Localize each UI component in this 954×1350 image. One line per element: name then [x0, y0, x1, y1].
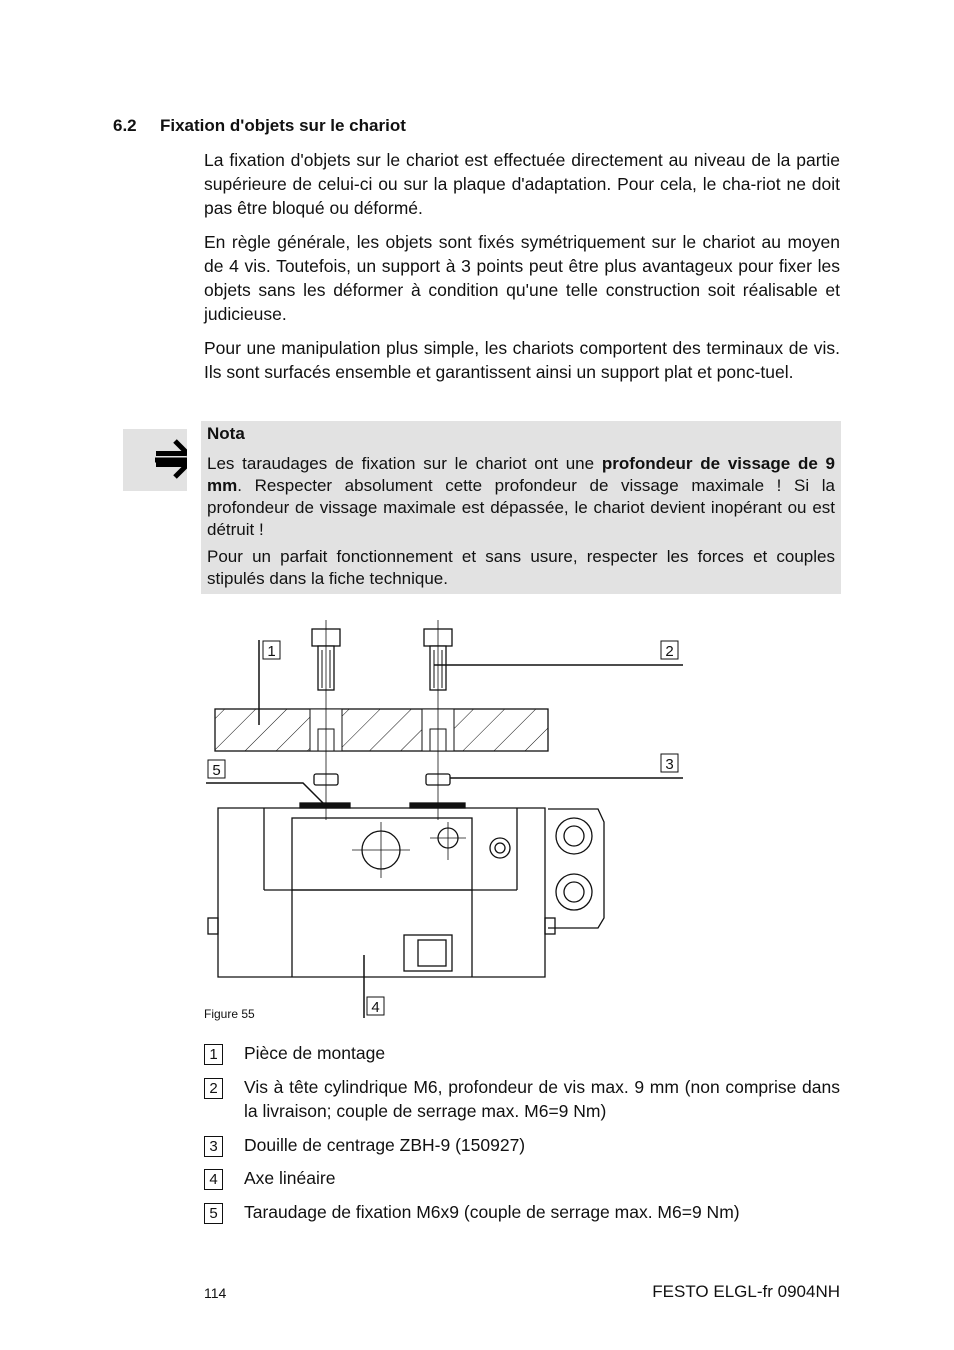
- figure-caption: Figure 55: [204, 1007, 255, 1021]
- note-paragraph-1: [207, 453, 835, 541]
- paragraph-3: Pour une manipulation plus simple, les chariots comportent des terminaux de vis. Ils sont surfacés ensemble et garantissent ainsi un support plat et ponc-tuel.: [204, 338, 840, 382]
- centering-sleeves: [314, 774, 450, 785]
- note-text: . Respecter absolument cette profondeur de vissage maximale ! Si la profondeur de vissage maximale est dépassée, le chariot devient inopérant ou est détruit !: [207, 476, 835, 539]
- legend-number: 2: [204, 1078, 223, 1099]
- note-title: Nota: [207, 424, 245, 443]
- mounting-diagram: [195, 620, 695, 1025]
- paragraph-1: La fixation d'objets sur le chariot est effectuée directement au niveau de la partie supérieure de celui-ci ou sur la plaque d'adaptation. Pour cela, le cha-riot ne doit pas être bloqué ou déformé.: [204, 150, 840, 218]
- arrow-right-icon: [123, 429, 187, 491]
- legend-text: Taraudage de fixation M6x9 (couple de serrage max. M6=9 Nm): [244, 1202, 740, 1222]
- note-emphasis: profondeur de vissage de 9 mm: [207, 454, 835, 495]
- legend-text: Vis à tête cylindrique M6, profondeur de vis max. 9 mm (non comprise dans la livraison; couple de serrage max. M6=9 Nm): [244, 1077, 840, 1121]
- note-text: Les taraudages de fixation sur le chariot ont une: [207, 454, 602, 473]
- mounting-plate: [215, 709, 548, 751]
- callout-2: 2: [665, 643, 674, 660]
- legend-item: [204, 1041, 840, 1065]
- note-paragraph-2: Pour un parfait fonctionnement et sans usure, respecter les forces et couples stipulés dans la fiche technique.: [207, 547, 835, 588]
- note-icon-panel: [123, 429, 187, 491]
- paragraph-2: En règle générale, les objets sont fixés symétriquement sur le chariot au moyen de 4 vis. Toutefois, un support à 3 points peut être plus avantageux pour fixer les objets sans les déformer à condition qu'une telle construction soit réalisable et judicieuse.: [204, 232, 840, 324]
- document-id: FESTO ELGL-fr 0904NH: [652, 1282, 840, 1301]
- legend-item: [204, 1133, 840, 1157]
- note-content: [207, 421, 835, 590]
- callout-4: 4: [371, 999, 380, 1016]
- page-number: 114: [204, 1285, 227, 1301]
- legend-text: Pièce de montage: [244, 1043, 386, 1063]
- legend-text: Douille de centrage ZBH-9 (150927): [244, 1135, 526, 1155]
- legend-item: [204, 1200, 840, 1224]
- legend-number: 1: [204, 1044, 223, 1065]
- callout-labels: [208, 641, 678, 1016]
- legend-item: [204, 1075, 840, 1123]
- legend-text: Axe linéaire: [244, 1168, 336, 1188]
- legend-number: 5: [204, 1203, 223, 1224]
- callout-3: 3: [665, 756, 674, 773]
- legend-number: 3: [204, 1136, 223, 1157]
- legend-number: 4: [204, 1169, 223, 1190]
- legend-item: [204, 1166, 840, 1190]
- callout-5: 5: [212, 762, 221, 779]
- section-number: 6.2: [113, 116, 137, 135]
- section-title: Fixation d'objets sur le chariot: [160, 116, 406, 135]
- slide-body: [208, 803, 604, 977]
- callout-1: 1: [267, 643, 276, 660]
